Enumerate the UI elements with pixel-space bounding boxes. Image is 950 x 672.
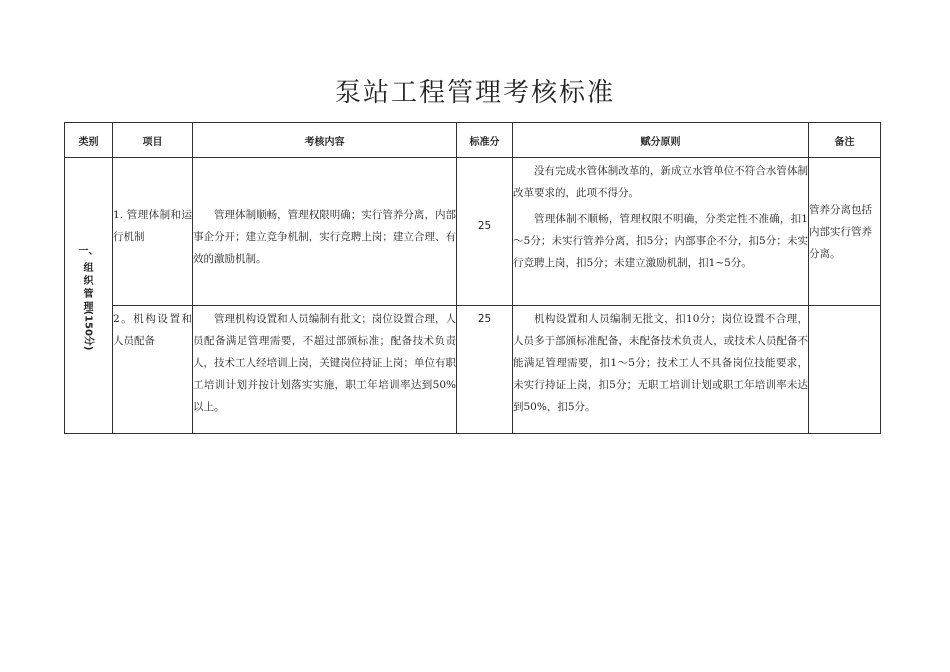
category-number: 一、 bbox=[78, 245, 99, 257]
table-row bbox=[65, 158, 881, 306]
row-1-rule-para-2: 管理体制不顺畅，管理权限不明确，分类定性不准确，扣1～5分；未实行管养分离，扣5分；内部事企不分，扣5分；未实行竞聘上岗，扣5分；未建立激励机制，扣1~5分。 bbox=[513, 213, 808, 269]
row-1-rule-para-1: 没有完成水管体制改革的，新成立水管单位不符合水管体制改革要求的，此项不得分。 bbox=[513, 165, 808, 199]
row-1-rule bbox=[513, 158, 809, 306]
row-1-content: 管理体制顺畅，管理权限明确；实行管养分离，内部事企分开；建立竞争机制，实行竞聘上岗；建立合理、有效的激励机制。 bbox=[193, 158, 457, 306]
row-1-item: 1. 管理体制和运行机制 bbox=[113, 158, 193, 306]
header-content: 考核内容 bbox=[193, 123, 457, 158]
header-note: 备注 bbox=[809, 123, 881, 158]
row-2-item: 2。机构设置和人员配备 bbox=[113, 306, 193, 434]
row-1-note: 管养分离包括内部实行管养分离。 bbox=[809, 158, 881, 306]
row-2-rule bbox=[513, 306, 809, 434]
header-category: 类别 bbox=[65, 123, 113, 158]
header-score: 标准分 bbox=[457, 123, 513, 158]
category-points: (150分) bbox=[82, 309, 94, 351]
page-title: 泵站工程管理考核标准 bbox=[334, 78, 615, 108]
row-2-note bbox=[809, 306, 881, 434]
header-rule: 赋分原则 bbox=[513, 123, 809, 158]
assessment-table bbox=[64, 122, 881, 434]
row-2-score: 25 bbox=[457, 306, 513, 434]
category-cell bbox=[65, 158, 113, 434]
table-row bbox=[65, 306, 881, 434]
row-1-score: 25 bbox=[457, 158, 513, 306]
row-2-rule-para-1: 机构设置和人员编制无批文，扣10分；岗位设置不合理，人员多于部颁标准配备，未配备技术负责人，或技术人员配备不能满足管理需要，扣1～5分；技术工人不具备岗位技能要求，未实行持证上岗，扣5分；无职工培训计划或职工年培训率未达到50%，扣5分。 bbox=[513, 313, 808, 413]
category-name: 组织管理 bbox=[83, 262, 94, 313]
header-item: 项目 bbox=[113, 123, 193, 158]
table-header-row bbox=[65, 123, 881, 158]
row-2-content: 管理机构设置和人员编制有批文；岗位设置合理，人员配备满足管理需要，不超过部颁标准；配备技术负责人，技术工人经培训上岗，关键岗位持证上岗；单位有职工培训计划并按计划落实实施，职工年培训率达到50%以上。 bbox=[193, 306, 457, 434]
